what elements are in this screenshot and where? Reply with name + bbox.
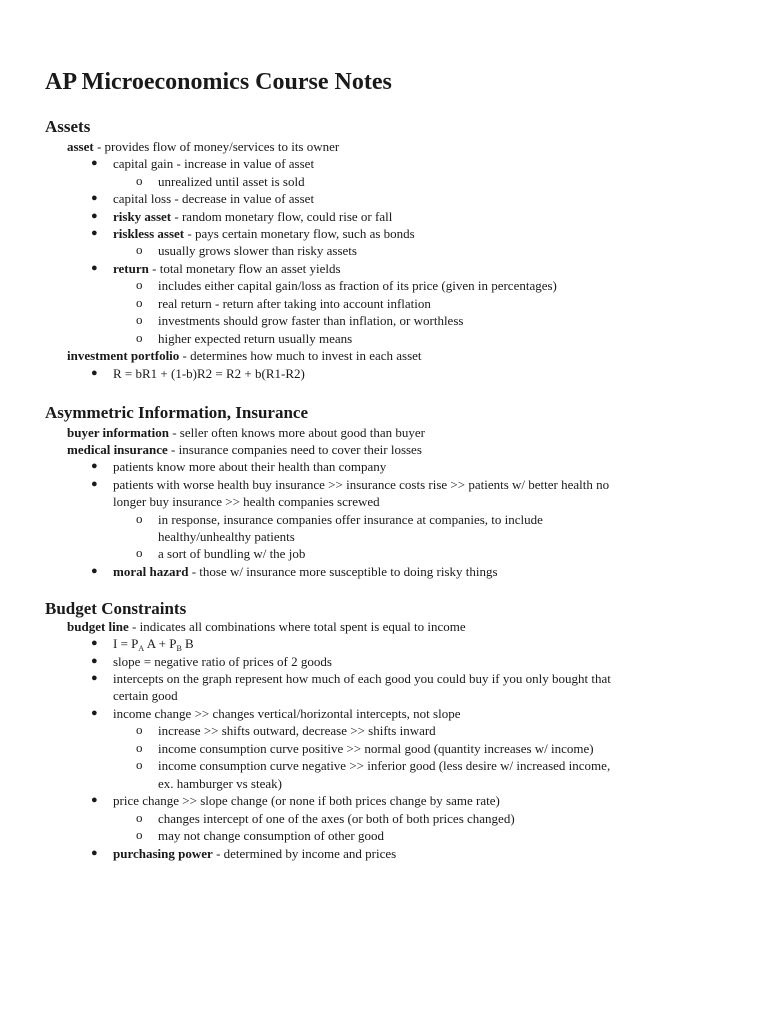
list-item-slope: ● slope = negative ratio of prices of 2 goods [91, 654, 332, 669]
list-item-risky-asset: ● risky asset - random monetary flow, could rise or fall [91, 209, 393, 224]
bullet-icon: ● [91, 672, 98, 684]
list-item-patients-know: ● patients know more about their health than company [91, 459, 387, 474]
sub-bullet-icon: o [136, 545, 143, 560]
bullet-icon: ● [91, 478, 98, 490]
sub-bullet-icon: o [136, 312, 143, 327]
bullet-icon: ● [91, 847, 98, 859]
document-title: AP Microeconomics Course Notes [45, 69, 392, 95]
bullet-icon: ● [91, 794, 98, 806]
bullet-icon: ● [91, 637, 98, 649]
list-item-income-change: ● income change >> changes vertical/horizontal intercepts, not slope [91, 706, 461, 721]
sub-bullet-icon: o [136, 242, 143, 257]
sub-bullet-icon: o [136, 173, 143, 188]
list-item-budget-equation: ● $I = P_A$ $A + P_B$ B [91, 636, 194, 653]
heading-budget-constraints: Budget Constraints [45, 599, 187, 618]
definition-buyer-information: buyer information - seller often knows more about good than buyer [67, 425, 425, 440]
list-item-riskless-asset: ● riskless asset - pays certain monetary flow, such as bonds [91, 226, 415, 241]
bullet-icon: ● [91, 157, 98, 169]
sub-item-price-1: o changes intercept of one of the axes (or both of both prices changed) [136, 810, 515, 826]
sub-bullet-icon: o [136, 810, 143, 825]
bullet-icon: ● [91, 210, 98, 222]
list-item-purchasing-power: ● purchasing power - determined by income and prices [91, 846, 397, 861]
definition-medical-insurance: medical insurance - insurance companies need to cover their losses [67, 442, 422, 457]
sub-item-return-1: o includes either capital gain/loss as fraction of its price (given in percentages) [136, 277, 557, 293]
bullet-icon: ● [91, 565, 98, 577]
sub-item-return-4: o higher expected return usually means [136, 330, 353, 346]
sub-bullet-icon: o [136, 511, 143, 526]
sub-item-riskless: o usually grows slower than risky assets [136, 242, 357, 258]
definition-budget-line: budget line - indicates all combinations where total spent is equal to income [67, 619, 466, 634]
term-asset: asset [67, 139, 94, 154]
list-item-worse-health: ● patients with worse health buy insurance >> insurance costs rise >> patients w/ better health no [91, 477, 610, 492]
sub-bullet-icon: o [136, 827, 143, 842]
bullet-icon: ● [91, 460, 98, 472]
list-item-moral-hazard: ● moral hazard - those w/ insurance more susceptible to doing risky things [91, 564, 498, 579]
list-item-capital-gain: ● capital gain - increase in value of asset [91, 156, 315, 171]
bullet-icon: ● [91, 192, 98, 204]
definition-asset: asset - provides flow of money/services to its owner [67, 139, 340, 154]
bullet-icon: ● [91, 262, 98, 274]
list-item-intercepts: ● intercepts on the graph represent how much of each good you could buy if you only bought that [91, 671, 611, 686]
sub-bullet-icon: o [136, 740, 143, 755]
list-item-capital-loss: ● capital loss - decrease in value of asset [91, 191, 315, 206]
sub-bullet-icon: o [136, 277, 143, 292]
list-item-intercepts-continued: certain good [113, 688, 178, 703]
sub-item-income-2: o income consumption curve positive >> normal good (quantity increases w/ income) [136, 740, 594, 756]
sub-bullet-icon: o [136, 722, 143, 737]
sub-item-response: o in response, insurance companies offer insurance at companies, to include [136, 511, 543, 527]
sub-item-response-continued: healthy/unhealthy patients [158, 529, 295, 544]
bullet-icon: ● [91, 655, 98, 667]
sub-bullet-icon: o [136, 330, 143, 345]
sub-bullet-icon: o [136, 757, 143, 772]
sub-item-income-1: o increase >> shifts outward, decrease >> shifts inward [136, 722, 436, 738]
list-item-formula: ● R = bR1 + (1-b)R2 = R2 + b(R1-R2) [91, 366, 305, 381]
heading-assets: Assets [45, 117, 91, 136]
sub-item-income-3-continued: ex. hamburger vs steak) [158, 776, 282, 791]
sub-item-unrealized: o unrealized until asset is sold [136, 173, 305, 189]
bullet-icon: ● [91, 227, 98, 239]
bullet-icon: ● [91, 707, 98, 719]
sub-item-income-3: o income consumption curve negative >> inferior good (less desire w/ increased income, [136, 757, 611, 773]
definition-investment-portfolio: investment portfolio - determines how much to invest in each asset [67, 348, 422, 363]
sub-item-return-3: o investments should grow faster than inflation, or worthless [136, 312, 464, 328]
sub-item-bundling: o a sort of bundling w/ the job [136, 545, 306, 561]
sub-bullet-icon: o [136, 295, 143, 310]
sub-item-return-2: o real return - return after taking into account inflation [136, 295, 431, 311]
bullet-icon: ● [91, 367, 98, 379]
list-item-return: ● return - total monetary flow an asset yields [91, 261, 341, 276]
sub-item-price-2: o may not change consumption of other good [136, 827, 385, 843]
list-item-worse-health-continued: longer buy insurance >> health companies screwed [113, 494, 380, 509]
list-item-price-change: ● price change >> slope change (or none if both prices change by same rate) [91, 793, 500, 808]
heading-asymmetric-information: Asymmetric Information, Insurance [45, 403, 308, 422]
